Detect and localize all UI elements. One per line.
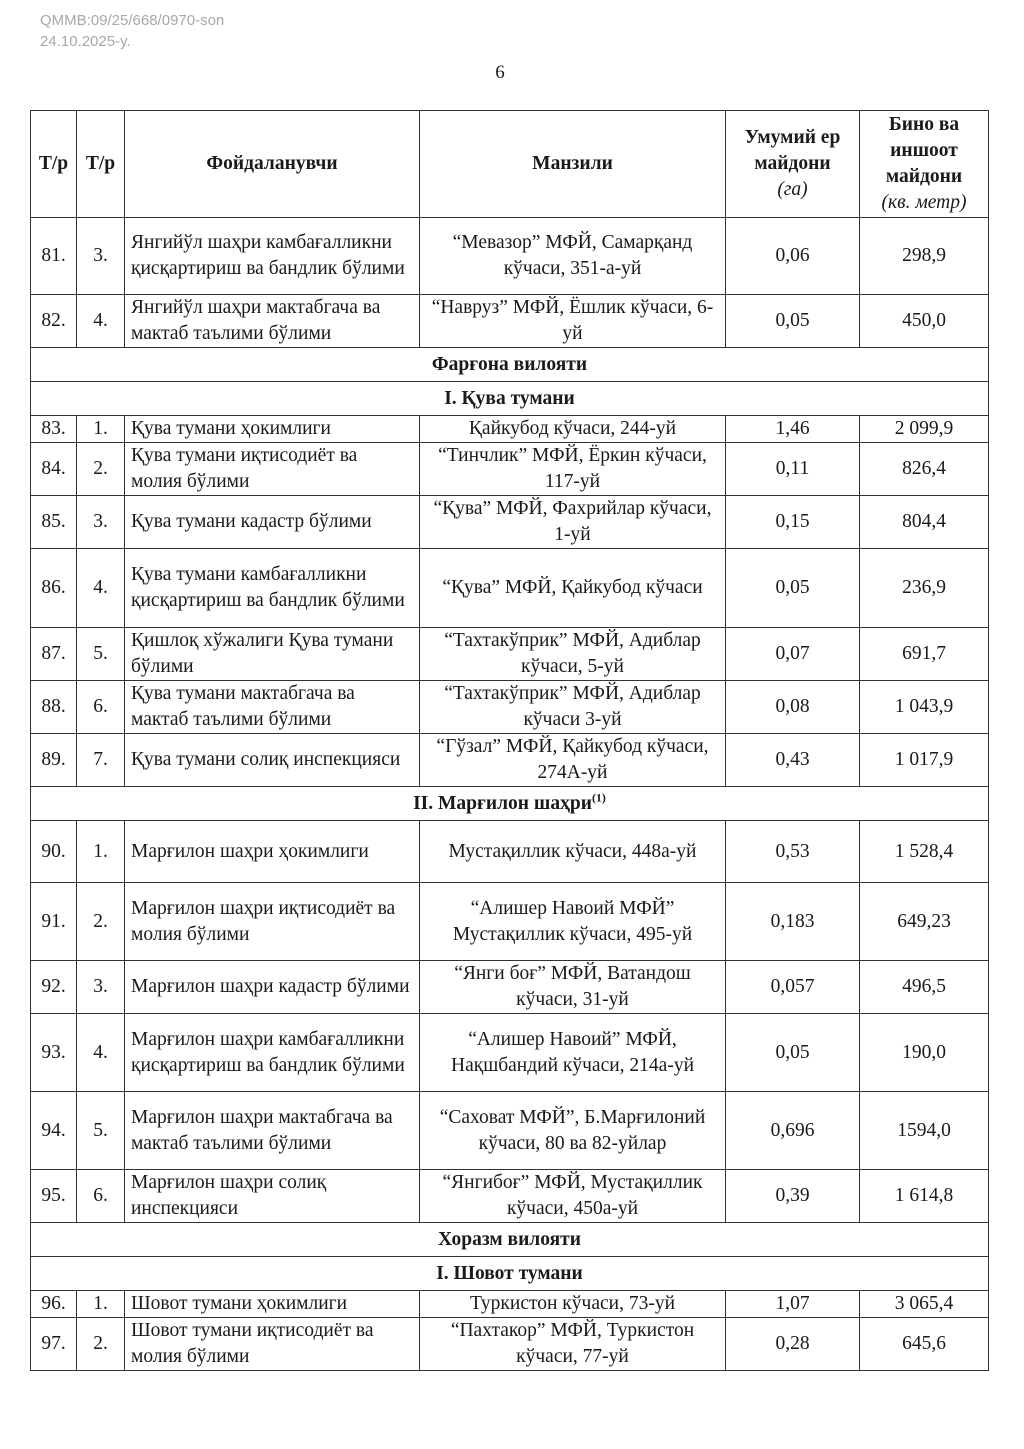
row-land-area: 1,07 bbox=[726, 1291, 860, 1318]
row-user: Янгийўл шаҳри мактабгача ва мактаб таълими бўлими bbox=[125, 295, 420, 348]
row-index-total: 94. bbox=[31, 1092, 77, 1170]
row-user: Қува тумани кадастр бўлими bbox=[125, 496, 420, 549]
header-address: Манзили bbox=[420, 111, 726, 218]
row-land-area: 0,05 bbox=[726, 1014, 860, 1092]
row-building-area: 450,0 bbox=[860, 295, 989, 348]
row-building-area: 1 528,4 bbox=[860, 821, 989, 883]
section-row bbox=[31, 787, 989, 821]
row-index-total: 88. bbox=[31, 681, 77, 734]
row-user: Марғилон шаҳри кадастр бўлими bbox=[125, 961, 420, 1014]
row-land-area: 0,06 bbox=[726, 218, 860, 295]
row-index-total: 87. bbox=[31, 628, 77, 681]
section-title bbox=[31, 787, 989, 821]
row-address: “Пахтакор” МФЙ, Туркистон кўчаси, 77-уй bbox=[420, 1318, 726, 1371]
row-index-total: 85. bbox=[31, 496, 77, 549]
row-building-area: 804,4 bbox=[860, 496, 989, 549]
row-building-area: 1 614,8 bbox=[860, 1170, 989, 1223]
table-row bbox=[31, 883, 989, 961]
row-land-area: 0,05 bbox=[726, 549, 860, 628]
row-index-local: 1. bbox=[77, 1291, 125, 1318]
row-index-local: 4. bbox=[77, 1014, 125, 1092]
registration-stamp bbox=[40, 10, 224, 52]
header-building-area-unit: (кв. метр) bbox=[881, 192, 967, 213]
row-address: “Тинчлик” МФЙ, Ёркин кўчаси, 117-уй bbox=[420, 443, 726, 496]
table-row bbox=[31, 1291, 989, 1318]
section-title bbox=[31, 1223, 989, 1257]
row-index-total: 95. bbox=[31, 1170, 77, 1223]
row-land-area: 0,39 bbox=[726, 1170, 860, 1223]
row-index-total: 81. bbox=[31, 218, 77, 295]
row-land-area: 0,07 bbox=[726, 628, 860, 681]
row-building-area: 1 043,9 bbox=[860, 681, 989, 734]
row-user: Қува тумани солиқ инспекцияси bbox=[125, 734, 420, 787]
row-address: “Тахтакўприк” МФЙ, Адиблар кўчаси 3-уй bbox=[420, 681, 726, 734]
row-user: Шовот тумани ҳокимлиги bbox=[125, 1291, 420, 1318]
section-row bbox=[31, 1257, 989, 1291]
property-table bbox=[30, 110, 989, 1371]
row-building-area: 826,4 bbox=[860, 443, 989, 496]
row-building-area: 1 017,9 bbox=[860, 734, 989, 787]
row-index-total: 82. bbox=[31, 295, 77, 348]
row-index-local: 5. bbox=[77, 628, 125, 681]
row-index-local: 2. bbox=[77, 883, 125, 961]
row-building-area: 2 099,9 bbox=[860, 416, 989, 443]
row-index-total: 90. bbox=[31, 821, 77, 883]
row-building-area: 496,5 bbox=[860, 961, 989, 1014]
row-index-total: 84. bbox=[31, 443, 77, 496]
row-land-area: 1,46 bbox=[726, 416, 860, 443]
section-title bbox=[31, 1257, 989, 1291]
row-user: Қува тумани иқтисодиёт ва молия бўлими bbox=[125, 443, 420, 496]
row-address: “Навруз” МФЙ, Ёшлик кўчаси, 6-уй bbox=[420, 295, 726, 348]
table-row bbox=[31, 295, 989, 348]
row-user: Марғилон шаҳри камбағалликни қисқартириш ва бандлик бўлими bbox=[125, 1014, 420, 1092]
row-index-total: 96. bbox=[31, 1291, 77, 1318]
row-building-area: 236,9 bbox=[860, 549, 989, 628]
row-building-area: 3 065,4 bbox=[860, 1291, 989, 1318]
row-land-area: 0,15 bbox=[726, 496, 860, 549]
row-index-local: 4. bbox=[77, 549, 125, 628]
page-number: 6 bbox=[495, 62, 505, 83]
row-address: “Алишер Навоий” МФЙ, Нақшбандий кўчаси, 214а-уй bbox=[420, 1014, 726, 1092]
stamp-date: 24.10.2025-y. bbox=[40, 33, 131, 50]
footnote-marker: (1) bbox=[591, 790, 606, 804]
row-index-local: 3. bbox=[77, 218, 125, 295]
row-building-area: 649,23 bbox=[860, 883, 989, 961]
header-building-area bbox=[860, 111, 989, 218]
row-land-area: 0,43 bbox=[726, 734, 860, 787]
row-land-area: 0,11 bbox=[726, 443, 860, 496]
table-row bbox=[31, 1092, 989, 1170]
row-land-area: 0,696 bbox=[726, 1092, 860, 1170]
section-row bbox=[31, 1223, 989, 1257]
row-user: Марғилон шаҳри иқтисодиёт ва молия бўлими bbox=[125, 883, 420, 961]
row-land-area: 0,183 bbox=[726, 883, 860, 961]
row-index-total: 97. bbox=[31, 1318, 77, 1371]
row-address: “Қува” МФЙ, Фахрийлар кўчаси, 1-уй bbox=[420, 496, 726, 549]
row-user: Шовот тумани иқтисодиёт ва молия бўлими bbox=[125, 1318, 420, 1371]
row-land-area: 0,08 bbox=[726, 681, 860, 734]
row-address: Туркистон кўчаси, 73-уй bbox=[420, 1291, 726, 1318]
section-title bbox=[31, 348, 989, 382]
row-index-total: 91. bbox=[31, 883, 77, 961]
table-row bbox=[31, 1014, 989, 1092]
table-row bbox=[31, 218, 989, 295]
row-address: “Алишер Навоий МФЙ” Мустақиллик кўчаси, 495-уй bbox=[420, 883, 726, 961]
row-user: Қува тумани мактабгача ва мактаб таълими бўлими bbox=[125, 681, 420, 734]
row-address: “Саховат МФЙ”, Б.Марғилоний кўчаси, 80 ва 82-уйлар bbox=[420, 1092, 726, 1170]
row-building-area: 298,9 bbox=[860, 218, 989, 295]
section-row bbox=[31, 348, 989, 382]
row-index-local: 1. bbox=[77, 821, 125, 883]
row-land-area: 0,53 bbox=[726, 821, 860, 883]
header-land-area-unit: (га) bbox=[777, 179, 808, 200]
table-row bbox=[31, 443, 989, 496]
section-title-text: II. Марғилон шаҳри bbox=[413, 792, 592, 814]
row-land-area: 0,28 bbox=[726, 1318, 860, 1371]
header-building-area-title: Бино ва иншоот майдони bbox=[885, 114, 963, 187]
row-address: “Янгибоғ” МФЙ, Мустақиллик кўчаси, 450а-уй bbox=[420, 1170, 726, 1223]
section-title-text: I. Қува тумани bbox=[444, 387, 575, 409]
section-title-text: Хоразм вилояти bbox=[438, 1228, 581, 1250]
section-title bbox=[31, 382, 989, 416]
table-row bbox=[31, 628, 989, 681]
table-row bbox=[31, 961, 989, 1014]
row-index-local: 3. bbox=[77, 961, 125, 1014]
row-index-local: 4. bbox=[77, 295, 125, 348]
row-index-total: 92. bbox=[31, 961, 77, 1014]
row-address: “Мевазор” МФЙ, Самарқанд кўчаси, 351-а-уй bbox=[420, 218, 726, 295]
row-user: Марғилон шаҳри солиқ инспекцияси bbox=[125, 1170, 420, 1223]
stamp-number: QMMB:09/25/668/0970-son bbox=[40, 12, 225, 29]
section-title-text: I. Шовот тумани bbox=[436, 1262, 583, 1284]
table-row bbox=[31, 821, 989, 883]
row-user: Марғилон шаҳри ҳокимлиги bbox=[125, 821, 420, 883]
table-row bbox=[31, 496, 989, 549]
row-index-local: 7. bbox=[77, 734, 125, 787]
header-land-area bbox=[726, 111, 860, 218]
row-address: Қайкубод кўчаси, 244-уй bbox=[420, 416, 726, 443]
row-index-local: 1. bbox=[77, 416, 125, 443]
row-index-total: 83. bbox=[31, 416, 77, 443]
row-address: Мустақиллик кўчаси, 448а-уй bbox=[420, 821, 726, 883]
row-index-local: 6. bbox=[77, 681, 125, 734]
row-user: Қува тумани камбағалликни қисқартириш ва бандлик бўлими bbox=[125, 549, 420, 628]
header-user: Фойдаланувчи bbox=[125, 111, 420, 218]
row-index-local: 6. bbox=[77, 1170, 125, 1223]
section-title-text: Фарғона вилояти bbox=[431, 353, 588, 375]
row-index-total: 93. bbox=[31, 1014, 77, 1092]
row-building-area: 645,6 bbox=[860, 1318, 989, 1371]
table-row bbox=[31, 1318, 989, 1371]
row-user: Қува тумани ҳокимлиги bbox=[125, 416, 420, 443]
row-index-local: 3. bbox=[77, 496, 125, 549]
table-row bbox=[31, 734, 989, 787]
row-address: “Қува” МФЙ, Қайкубод кўчаси bbox=[420, 549, 726, 628]
header-land-area-title: Умумий ер майдони bbox=[744, 127, 841, 174]
row-index-total: 86. bbox=[31, 549, 77, 628]
row-index-total: 89. bbox=[31, 734, 77, 787]
table-row bbox=[31, 681, 989, 734]
row-address: “Гўзал” МФЙ, Қайкубод кўчаси, 274А-уй bbox=[420, 734, 726, 787]
table-row bbox=[31, 549, 989, 628]
row-building-area: 190,0 bbox=[860, 1014, 989, 1092]
row-index-local: 2. bbox=[77, 1318, 125, 1371]
row-building-area: 1594,0 bbox=[860, 1092, 989, 1170]
header-row bbox=[31, 111, 989, 218]
row-user: Марғилон шаҳри мактабгача ва мактаб таълими бўлими bbox=[125, 1092, 420, 1170]
row-user: Қишлоқ хўжалиги Қува тумани бўлими bbox=[125, 628, 420, 681]
row-land-area: 0,05 bbox=[726, 295, 860, 348]
table-row bbox=[31, 1170, 989, 1223]
row-address: “Тахтакўприк” МФЙ, Адиблар кўчаси, 5-уй bbox=[420, 628, 726, 681]
header-index-total: Т/р bbox=[31, 111, 77, 218]
row-index-local: 2. bbox=[77, 443, 125, 496]
section-row bbox=[31, 382, 989, 416]
row-user: Янгийўл шаҳри камбағалликни қисқартириш ва бандлик бўлими bbox=[125, 218, 420, 295]
row-building-area: 691,7 bbox=[860, 628, 989, 681]
row-index-local: 5. bbox=[77, 1092, 125, 1170]
header-index-local: Т/р bbox=[77, 111, 125, 218]
row-land-area: 0,057 bbox=[726, 961, 860, 1014]
table-row bbox=[31, 416, 989, 443]
row-address: “Янги боғ” МФЙ, Ватандош кўчаси, 31-уй bbox=[420, 961, 726, 1014]
